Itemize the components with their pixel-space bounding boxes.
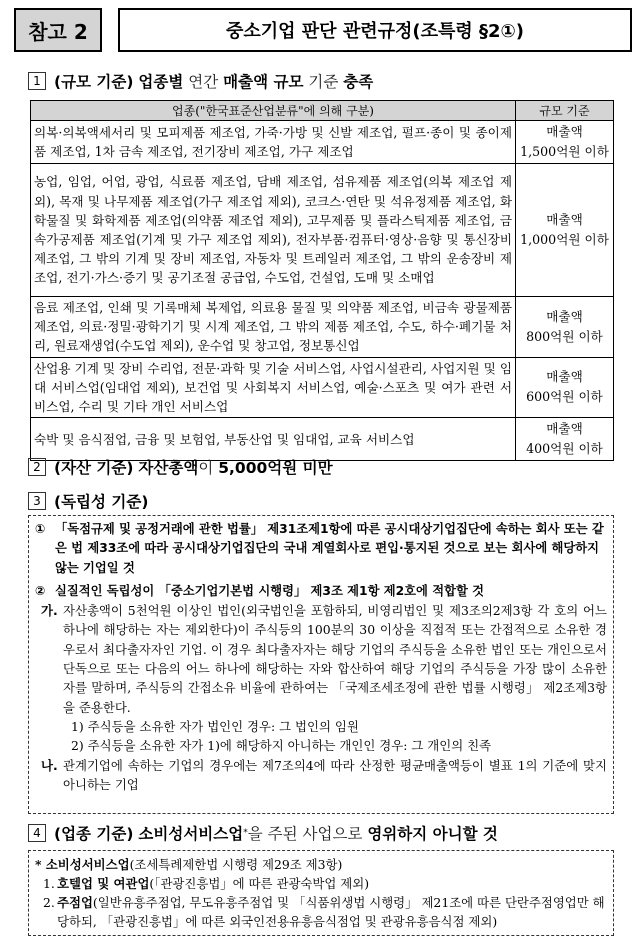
industry-cell: 숙박 및 음식점업, 금융 및 보험업, 부동산업 및 임대업, 교육 서비스업 — [31, 418, 516, 461]
section-1-b: 연간 — [188, 73, 219, 91]
criteria-value: 1,500억원 이하 — [520, 144, 609, 159]
table-row — [31, 164, 614, 297]
section-1-a: 업종별 — [138, 73, 184, 91]
criteria-label: 매출액 — [546, 212, 583, 227]
criteria-label: 매출액 — [546, 308, 583, 324]
table-row — [31, 297, 614, 358]
section-1-heading — [28, 70, 373, 92]
section-2-c: 5,000억원 미만 — [218, 459, 333, 477]
criteria-cell — [516, 297, 614, 358]
item-rest: (일반유흥주점업, 무도유흥주점업 및 「식품위생법 시행령」 제21조에 따른 단란주점영업만 해당하되, 「관광진흥법」에 따른 외국인전용유흥음식점업 및 관광유흥음식점 제외) — [57, 895, 605, 929]
item-mark: ② — [35, 583, 46, 598]
note-head-rest: (조세특례제한법 시행령 제29조 제3항) — [129, 857, 343, 872]
section-3-paren: (독립성 기준) — [54, 493, 149, 511]
criteria-value: 800억원 이하 — [526, 328, 603, 344]
item-bold: 호텔업 및 여관업 — [57, 876, 150, 891]
item-text — [57, 874, 607, 893]
criteria-cell — [516, 418, 614, 461]
section-2-a: 자산총액 — [138, 459, 199, 477]
section-number: 1 — [28, 72, 46, 90]
list-item — [35, 893, 607, 931]
independence-box — [28, 515, 614, 814]
section-number: 3 — [28, 492, 46, 510]
section-1-d: 기준 — [308, 73, 339, 91]
list-item — [35, 582, 607, 601]
item-text: 자산총액이 5천억원 이상인 법인(외국법인을 포함하되, 비영리법인 및 제3조의2제3항 각 호의 어느 하나에 해당하는 자는 제외한다)이 주식등의 100분의 30 이상을 직접적 또는 간접적으로 소유한 경우로서 최다출자자인 기업. 이 경우 최다출자자는 해당 기업의 주식등을 소유한 법인 또는 개인으로서 단독으로 또는 다음의 어느 하나에 해당하는 자와 합산하여 해당 기업의 주식등을 가장 많이 소유한 자를 말하며, 주식등의 간접소유 비율에 관하여는 「국제조세조정에 관한 법률 시행령」 제2조제3항을 준용한다. — [63, 603, 607, 715]
criteria-value: 600억원 이하 — [526, 389, 603, 405]
list-item — [35, 520, 607, 578]
reference-badge: 참고 2 — [14, 8, 102, 52]
list-item — [35, 601, 607, 717]
note-heading — [35, 855, 607, 874]
item-rest: (「관광진흥법」에 따른 관광숙박업 제외) — [149, 876, 370, 891]
item-bold: 주점업 — [57, 895, 93, 910]
section-4-paren: (업종 기준) — [54, 825, 134, 843]
industry-cell: 음료 제조업, 인쇄 및 기록매체 복제업, 의료용 물질 및 의약품 제조업, 비금속 광물제품 제조업, 의료·정밀·광학기기 및 시계 제조업, 그 밖의 제품 제조업, 수도, 하수·폐기물 처리, 원료재생업(수도업 제외), 운수업 및 창고업, 정보통신업 — [31, 297, 516, 358]
criteria-value: 1,000억원 이하 — [520, 232, 609, 247]
item-mark: 1. — [43, 876, 55, 891]
scale-criteria-table — [30, 100, 614, 461]
section-1-paren: (규모 기준) — [54, 73, 134, 91]
criteria-label: 매출액 — [546, 369, 583, 385]
section-4-c: 영위하지 아니할 것 — [367, 825, 498, 843]
section-4-heading — [28, 822, 498, 844]
industry-cell: 산업용 기계 및 장비 수리업, 전문·과학 및 기술 서비스업, 사업시설관리, 사업지원 및 임대 서비스업(임대업 제외), 보건업 및 사회복지 서비스업, 예술·스포츠 및 여가 관련 서비스업, 수리 및 기타 개인 서비스업 — [31, 357, 516, 418]
section-1-e: 충족 — [343, 73, 374, 91]
section-number: 2 — [28, 458, 46, 476]
item-text: 관계기업에 속하는 기업의 경우에는 제7조의4에 따라 산정한 평균매출액등이 별표 1의 기준에 맞지 아니하는 기업 — [63, 757, 607, 792]
section-4-a: 소비성서비스업 — [138, 825, 244, 843]
industry-cell: 농업, 임업, 어업, 광업, 식료품 제조업, 담배 제조업, 섬유제품 제조업(의복 제조업 제외), 목재 및 나무제품 제조업(가구 제조업 제외), 코크스·연탄 및 석유정제품 제조업, 화학물질 및 화학제품 제조업(의약품 제조업 제외), 고무제품 및 플라스틱제품 제조업, 금속가공제품 제조업(기계 및 가구 제조업 제외), 전자부품·컴퓨터·영상·음향 및 통신장비 제조업, 그 밖의 기계 및 장비 제조업, 자동차 및 트레일러 제조업, 그 밖의 운송장비 제조업, 전기·가스·증기 및 공기조절 공급업, 수도업, 건설업, 도매 및 소매업 — [31, 164, 516, 297]
item-mark: 2. — [43, 895, 55, 910]
item-text: 실질적인 독립성이 「중소기업기본법 시행령」 제3조 제1항 제2호에 적합할 것 — [55, 583, 484, 598]
page-header — [14, 8, 632, 52]
criteria-label: 매출액 — [546, 124, 583, 139]
item-text — [57, 893, 607, 931]
list-item — [35, 874, 607, 893]
item-mark: 가. — [41, 603, 58, 619]
list-item: 1) 주식등을 소유한 자가 법인인 경우: 그 법인의 임원 — [71, 718, 359, 734]
section-2-b: 이 — [198, 459, 214, 477]
consumer-service-note — [28, 850, 614, 936]
item-mark: ① — [35, 522, 46, 536]
industry-cell: 의복·의복액세서리 및 모피제품 제조업, 가죽·가방 및 신발 제조업, 펄프·종이 및 종이제품 제조업, 1차 금속 제조업, 전기장비 제조업, 가구 제조업 — [31, 121, 516, 164]
table-header-row — [31, 101, 614, 121]
section-4-b: 을 주된 사업으로 — [247, 825, 363, 843]
criteria-cell — [516, 357, 614, 418]
criteria-value: 400억원 이하 — [526, 441, 603, 457]
list-item: 2) 주식등을 소유한 자가 1)에 해당하지 아니하는 개인인 경우: 그 개인의 친족 — [71, 738, 492, 754]
criteria-label: 매출액 — [546, 421, 583, 437]
col-industry: 업종("한국표준산업분류"에 의해 구분) — [31, 101, 516, 121]
col-criteria: 규모 기준 — [516, 101, 614, 121]
table-row — [31, 418, 614, 461]
note-head: * 소비성서비스업 — [35, 857, 130, 872]
item-mark: 나. — [41, 757, 58, 773]
section-1-c: 매출액 규모 — [223, 73, 304, 91]
table-row — [31, 357, 614, 418]
page-title: 중소기업 판단 관련규정(조특령 §2①) — [118, 8, 632, 52]
criteria-cell — [516, 164, 614, 297]
section-3-heading — [28, 490, 148, 512]
section-2-heading — [28, 456, 333, 478]
criteria-cell — [516, 121, 614, 164]
section-number: 4 — [28, 824, 46, 842]
item-text: 「독점규제 및 공정거래에 관한 법률」 제31조제1항에 따른 공시대상기업집단에 속하는 회사 또는 같은 법 제33조에 따라 공시대상기업집단의 국내 계열회사로 편입·통지된 것으로 보는 회사에 해당하지 않는 기업일 것 — [55, 522, 604, 575]
table-row — [31, 121, 614, 164]
section-2-paren: (자산 기준) — [54, 459, 134, 477]
footnote-mark: * — [243, 828, 248, 838]
list-item — [35, 756, 607, 795]
